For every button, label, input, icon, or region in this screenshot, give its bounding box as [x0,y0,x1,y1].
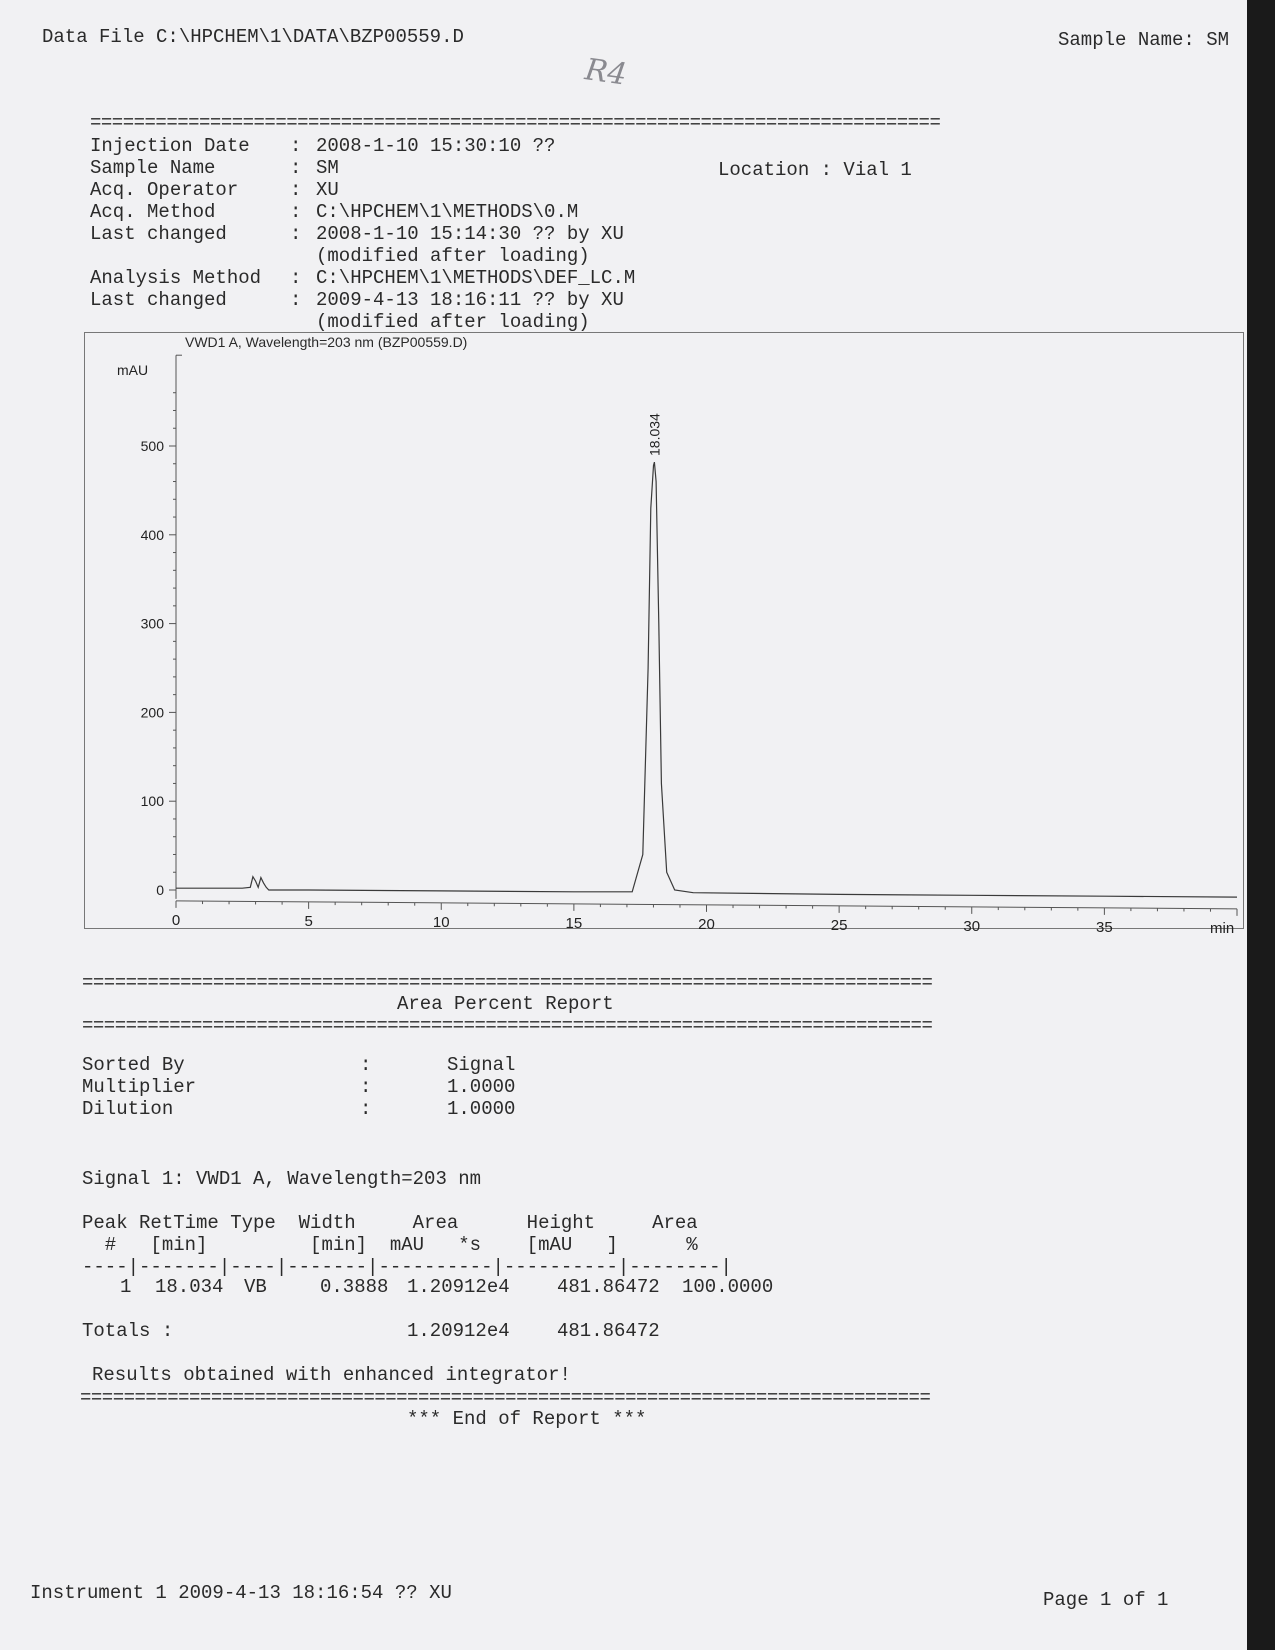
setting-label: Dilution [82,1098,174,1120]
setting-value: 1.0000 [447,1076,516,1098]
scan-page-edge [1247,0,1275,1650]
info-label: Last changed [90,223,227,245]
x-tick-label: 5 [304,912,313,930]
x-tick-label: 35 [1096,918,1113,936]
data-file-path: Data File C:\HPCHEM\1\DATA\BZP00559.D [42,26,464,48]
setting-label: Multiplier [82,1076,197,1098]
info-label: Acq. Method [90,201,216,223]
setting-colon: : [360,1098,372,1120]
setting-colon: : [360,1076,372,1098]
x-tick-label: 30 [963,917,981,935]
location-label: Location : Vial 1 [718,159,912,181]
info-colon: : [290,201,302,223]
info-value: C:\HPCHEM\1\METHODS\DEF_LC.M [316,267,636,289]
info-row [90,245,590,267]
chromatogram-frame [84,332,1244,929]
info-label: Analysis Method [90,267,262,289]
info-label: Injection Date [90,135,250,157]
table-cell-type: VB [244,1276,267,1298]
separator-line: ============================================================================== [82,1015,933,1037]
info-value: (modified after loading) [316,245,590,267]
info-colon: : [290,157,302,179]
instrument-footer: Instrument 1 2009-4-13 18:16:54 ?? XU [30,1582,452,1604]
y-tick-label: 500 [140,438,164,454]
y-tick-label: 300 [140,615,164,632]
x-tick-label: 0 [171,911,181,929]
y-tick-label: 200 [140,704,164,721]
info-row [90,135,555,157]
info-label: Last changed [90,289,227,311]
setting-value: 1.0000 [447,1098,516,1120]
info-colon: : [290,135,302,157]
setting-value: Signal [447,1054,516,1076]
signal-description: Signal 1: VWD1 A, Wavelength=203 nm [82,1168,482,1190]
info-row [90,311,590,333]
separator-line: ============================================================================== [80,1387,931,1409]
table-cell-rettime: 18.034 [155,1276,224,1298]
separator-line: ============================================================================== [82,972,933,994]
table-cell-area-pct: 100.0000 [682,1276,774,1298]
x-tick-label: 20 [698,915,715,933]
y-axis-label: mAU [117,362,149,378]
info-colon: : [290,179,302,201]
chart-title: VWD1 A, Wavelength=203 nm (BZP00559.D) [185,334,468,350]
info-colon [290,311,316,333]
info-row [90,289,624,311]
table-header-units-row: # [min] [min] mAU *s [mAU ] % [82,1234,698,1256]
end-of-report: *** End of Report *** [407,1408,647,1430]
y-tick-label: 100 [140,793,164,810]
info-label: Sample Name [90,157,216,179]
totals-label: Totals : [82,1320,174,1342]
setting-colon: : [360,1054,372,1076]
info-row [90,267,635,289]
y-tick-label: 0 [156,882,164,898]
table-cell-height: 481.86472 [557,1276,660,1298]
info-colon: : [290,267,302,289]
info-row [90,223,624,245]
info-row [90,179,339,201]
info-colon: : [290,223,302,245]
info-row [90,201,578,223]
info-value: (modified after loading) [316,311,590,333]
peak-label: 18.034 [646,413,663,456]
table-rule: ----|-------|----|-------|----------|----------|--------| [82,1256,732,1278]
sample-name-header: Sample Name: SM [1058,29,1230,51]
report-title: Area Percent Report [397,993,614,1015]
page-number: Page 1 of 1 [1043,1589,1169,1611]
table-cell-width: 0.3888 [320,1276,389,1298]
x-tick-label: 25 [830,916,848,934]
table-cell-area: 1.20912e4 [407,1276,510,1298]
info-value: 2008-1-10 15:14:30 ?? by XU [316,223,624,245]
y-tick-label: 400 [140,526,164,543]
info-label: Acq. Operator [90,179,239,201]
info-value: 2008-1-10 15:30:10 ?? [316,135,556,157]
integrator-note: Results obtained with enhanced integrator! [92,1364,571,1386]
info-colon: : [290,289,302,311]
x-axis-label: min [1210,920,1235,937]
table-cell-peak: 1 [120,1276,132,1298]
info-row [90,157,339,179]
info-value: XU [316,179,339,201]
totals-area: 1.20912e4 [407,1320,510,1342]
handwritten-mark: R4 [582,52,629,93]
setting-label: Sorted By [82,1054,185,1076]
x-tick-label: 10 [432,913,450,931]
x-tick-label: 15 [565,914,583,932]
totals-height: 481.86472 [557,1320,660,1342]
info-value: SM [316,157,339,179]
table-header-row: Peak RetTime Type Width Area Height Area [82,1212,698,1234]
info-colon [290,245,316,267]
info-value: 2009-4-13 18:16:11 ?? by XU [316,289,624,311]
info-value: C:\HPCHEM\1\METHODS\0.M [316,201,579,223]
separator-line: ============================================================================== [90,112,941,134]
